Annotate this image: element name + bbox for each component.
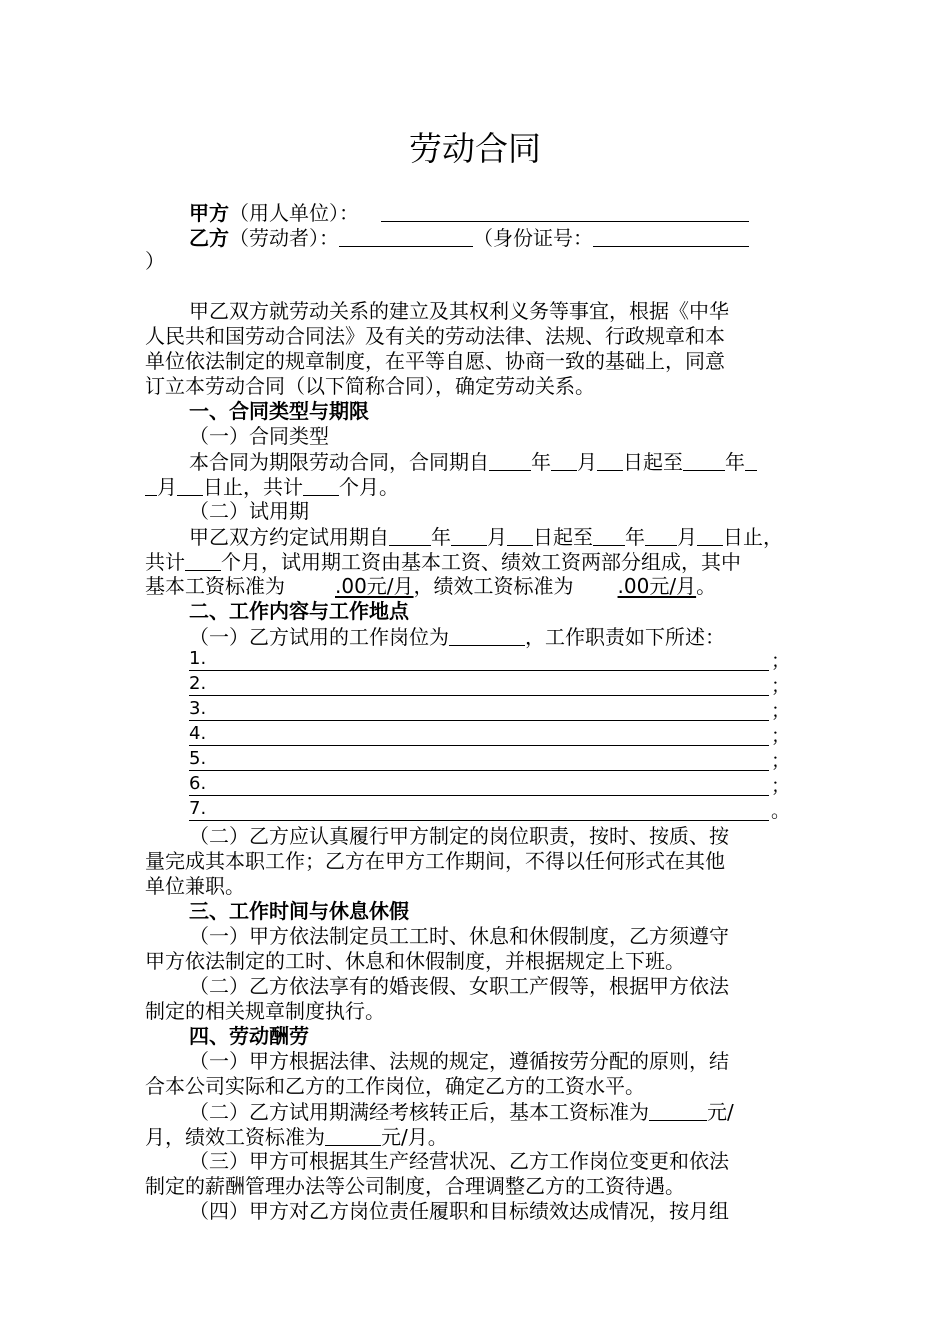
- party-a-label: 甲方: [189, 201, 229, 225]
- probation-basic-amount[interactable]: .00元/月: [335, 574, 414, 598]
- preamble-line: 单位依法制定的规章制度，在平等自愿、协商一致的基础上，同意: [145, 349, 725, 373]
- end-month-blank-a[interactable]: [745, 449, 757, 471]
- position-line: （一）乙方试用的工作岗位为 ，工作职责如下所述：: [189, 625, 725, 649]
- section-4-p2-line-2: 月，绩效工资标准为 元/月。: [145, 1125, 448, 1149]
- regular-basic-salary-blank[interactable]: [649, 1099, 707, 1121]
- end-month-blank-b[interactable]: [145, 474, 157, 496]
- section-4-p2-line-1: （二）乙方试用期满经考核转正后，基本工资标准为 元/: [189, 1100, 734, 1124]
- section-4-p3: （三）甲方可根据其生产经营状况、乙方工作岗位变更和依法: [189, 1149, 729, 1173]
- start-day-blank[interactable]: [597, 449, 623, 471]
- section-2-sub-2: 量完成其本职工作；乙方在甲方工作期间，不得以任何形式在其他: [145, 849, 725, 873]
- section-3-line: 甲方依法制定的工时、休息和休假制度，并根据规定上下班。: [145, 949, 685, 973]
- duty-end-5: ；: [771, 750, 791, 772]
- position-blank[interactable]: [449, 624, 525, 646]
- section-3-line: 制定的相关规章制度执行。: [145, 999, 385, 1023]
- end-year-blank[interactable]: [683, 449, 725, 471]
- start-year-blank[interactable]: [489, 449, 531, 471]
- contract-term-line: 本合同为期限劳动合同，合同期自 年 月 日起至 年: [145, 449, 851, 475]
- start-month-blank[interactable]: [551, 449, 577, 471]
- duty-field-1[interactable]: 1.: [189, 648, 769, 671]
- duty-end-7: 。: [771, 800, 791, 822]
- party-b-paren: （劳动者）：: [229, 226, 339, 250]
- preamble-line: 甲乙双方就劳动关系的建立及其权利义务等事宜，根据《中华: [189, 299, 729, 323]
- party-b-id-label: （身份证号：: [473, 226, 593, 250]
- section-3-line: （一）甲方依法制定员工工时、休息和休假制度，乙方须遵守: [189, 924, 729, 948]
- duty-field-5[interactable]: 5.: [189, 748, 769, 771]
- preamble-line: 人民共和国劳动合同法》及有关的劳动法律、法规、行政规章和本: [145, 324, 725, 348]
- party-b-close: ）: [145, 249, 165, 273]
- section-4-p1: （一）甲方根据法律、法规的规定，遵循按劳分配的原则，结: [189, 1049, 729, 1073]
- probation-end-day-blank[interactable]: [697, 524, 723, 546]
- party-b-id-blank[interactable]: [593, 225, 749, 247]
- probation-perf-amount[interactable]: .00元/月: [617, 574, 697, 598]
- probation-line-3: 基本工资标准为 .00元/月，绩效工资标准为 .00元/月。: [145, 574, 717, 598]
- section-4-p1: 合本公司实际和乙方的工作岗位，确定乙方的工资水平。: [145, 1074, 645, 1098]
- section-1-heading: 一、合同类型与期限: [189, 399, 369, 423]
- end-day-blank[interactable]: [177, 474, 203, 496]
- duty-field-7[interactable]: 7.: [189, 798, 769, 821]
- section-2-sub-2: 单位兼职。: [145, 874, 245, 898]
- duty-end-3: ；: [771, 700, 791, 722]
- probation-end-year-blank[interactable]: [593, 524, 625, 546]
- section-1-sub-1: （一）合同类型: [189, 424, 329, 448]
- probation-line-2: 共计 个月，试用期工资由基本工资、绩效工资两部分组成，其中: [145, 550, 741, 574]
- duty-field-3[interactable]: 3.: [189, 698, 769, 721]
- section-3-line: （二）乙方依法享有的婚丧假、女职工产假等，根据甲方依法: [189, 974, 729, 998]
- duty-end-6: ；: [771, 775, 791, 797]
- duty-field-6[interactable]: 6.: [189, 773, 769, 796]
- regular-perf-salary-blank[interactable]: [325, 1124, 381, 1146]
- section-2-sub-2: （二）乙方应认真履行甲方制定的岗位职责，按时、按质、按: [189, 824, 729, 848]
- total-months-blank[interactable]: [303, 474, 339, 496]
- probation-start-day-blank[interactable]: [507, 524, 533, 546]
- section-4-p4: （四）甲方对乙方岗位责任履职和目标绩效达成情况，按月组: [189, 1199, 729, 1223]
- party-b-line: [145, 225, 851, 251]
- section-4-heading: 四、劳动酬劳: [189, 1024, 309, 1048]
- party-b-name-blank[interactable]: [339, 225, 473, 247]
- section-1-sub-2: （二）试用期: [189, 499, 309, 523]
- duty-field-2[interactable]: 2.: [189, 673, 769, 696]
- party-a-paren: （用人单位）：: [229, 201, 359, 225]
- section-2-heading: 二、工作内容与工作地点: [189, 599, 409, 623]
- duty-end-1: ；: [771, 650, 791, 672]
- duty-field-4[interactable]: 4.: [189, 723, 769, 746]
- party-a-blank[interactable]: [381, 200, 749, 222]
- probation-months-blank[interactable]: [185, 549, 221, 571]
- probation-end-month-blank[interactable]: [645, 524, 677, 546]
- document-title: 劳动合同: [409, 129, 541, 168]
- probation-line-1: 甲乙双方约定试用期自 年 月 日起至 年 月 日止，: [189, 525, 783, 549]
- party-b-label: 乙方: [189, 226, 229, 250]
- contract-term-line-2: 月 日止，共计 个月。: [145, 474, 807, 500]
- duty-end-4: ；: [771, 725, 791, 747]
- probation-start-month-blank[interactable]: [451, 524, 487, 546]
- section-3-heading: 三、工作时间与休息休假: [189, 899, 409, 923]
- preamble-line: 订立本劳动合同（以下简称合同），确定劳动关系。: [145, 374, 595, 398]
- party-a-line: [145, 200, 851, 226]
- section-4-p3: 制定的薪酬管理办法等公司制度，合理调整乙方的工资待遇。: [145, 1174, 685, 1198]
- duty-end-2: ；: [771, 675, 791, 697]
- probation-start-year-blank[interactable]: [389, 524, 431, 546]
